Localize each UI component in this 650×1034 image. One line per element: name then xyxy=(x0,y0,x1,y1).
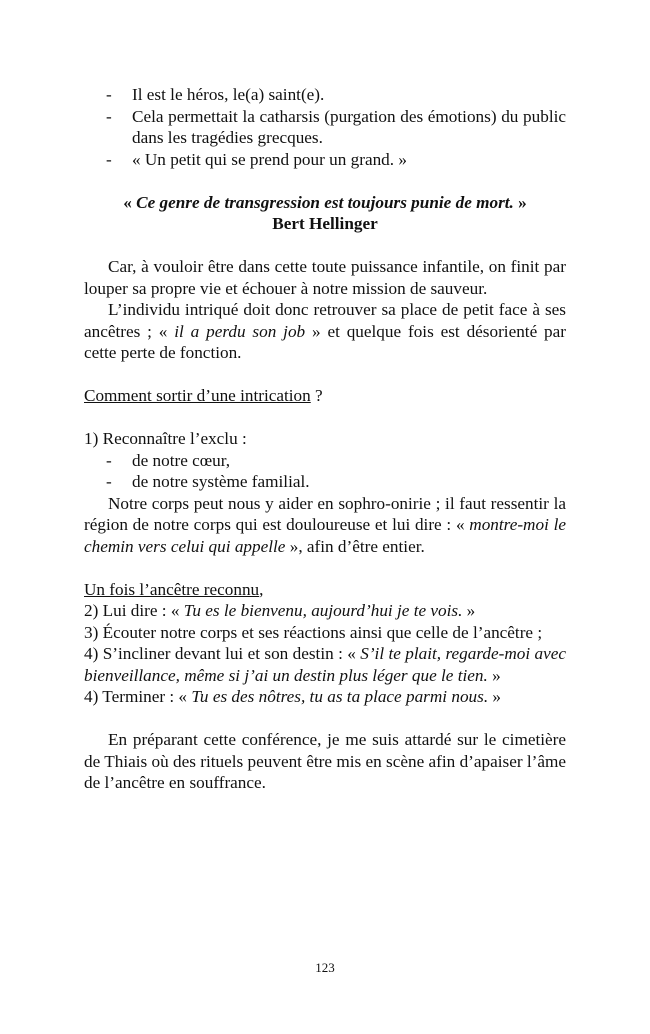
section-heading: Comment sortir d’une intrication ? xyxy=(84,386,323,405)
subheading: Un fois l’ancêtre reconnu, xyxy=(84,579,264,599)
quote-author: Bert Hellinger xyxy=(272,214,378,233)
page-body xyxy=(84,84,566,794)
step-5: 4) Terminer : « Tu es des nôtres, tu as ta place parmi nous. » xyxy=(84,687,502,706)
step-1-label: 1) Reconnaître l’exclu : xyxy=(84,429,247,448)
bullet-item: - « Un petit qui se prend pour un grand. » xyxy=(106,149,407,169)
epigraph-quote: « Ce genre de transgression est toujours punie de mort. » xyxy=(123,192,527,212)
bullet-item: - de notre cœur, xyxy=(106,450,231,470)
bullet-item: - Il est le héros, le(a) saint(e). xyxy=(106,85,325,104)
paragraph: L’individu intriqué doit donc retrouver sa place de petit face à ses ancêtres ; « il a perdu son job » et quelque fois est désorienté par cette perte de fonction. xyxy=(84,300,567,362)
bullet-item: - Cela permettait la catharsis (purgation des émotions) du public dans les tragédies grecques. xyxy=(106,106,566,147)
page-number: 123 xyxy=(315,960,335,975)
step-3: 3) Écouter notre corps et ses réactions ainsi que celle de l’ancêtre ; xyxy=(84,622,543,642)
paragraph: Car, à vouloir être dans cette toute puissance infantile, on finit par louper sa propre vie et échouer à notre mission de sauveur. xyxy=(84,257,566,298)
step-4: 4) S’incliner devant lui et son destin : « S’il te plait, regarde-moi avec bienveillance, même si j’ai un destin plus léger que le tien. » xyxy=(84,644,566,685)
paragraph: En préparant cette conférence, je me suis attardé sur le cimetière de Thiais où des rituels peuvent être mis en scène afin d’apaiser l’âme de l’ancêtre en souffrance. xyxy=(84,730,566,792)
paragraph: Notre corps peut nous y aider en sophro-onirie ; il faut ressentir la région de notre corps qui est douloureuse et lui dire : « montre-moi le chemin vers celui qui appelle », afin d’être entier. xyxy=(84,493,566,556)
bullet-item: - de notre système familial. xyxy=(106,472,310,491)
step-2: 2) Lui dire : « Tu es le bienvenu, aujourd’hui je te vois. » xyxy=(84,601,476,620)
